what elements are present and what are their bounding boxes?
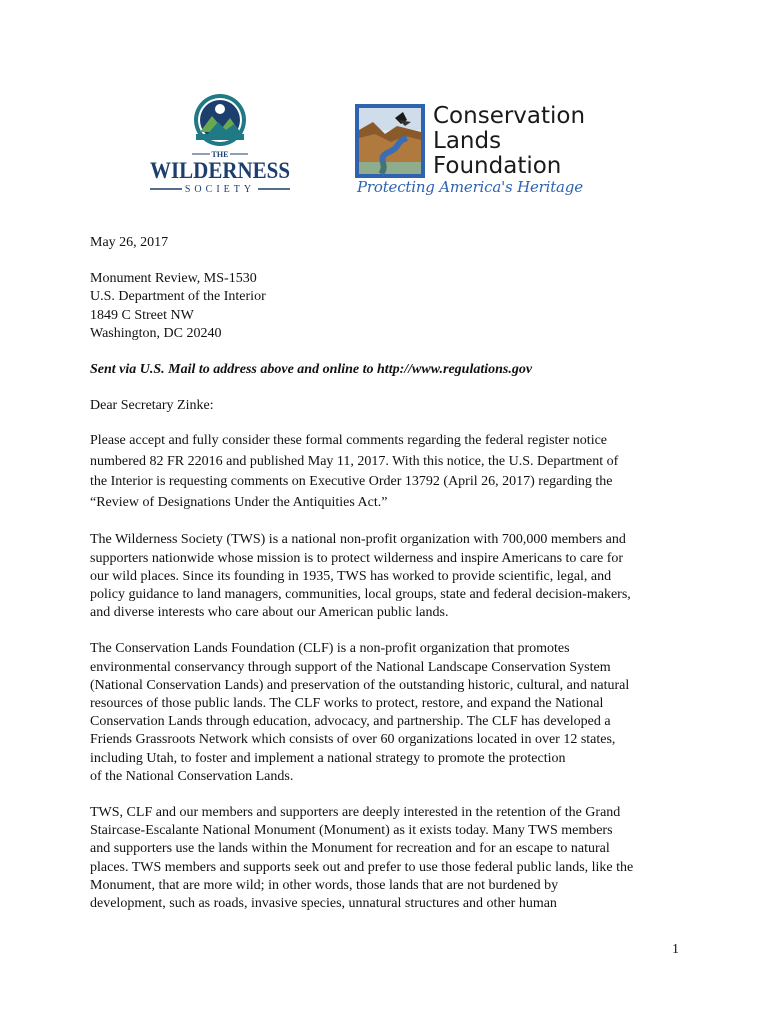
address-line: Monument Review, MS-1530 <box>90 271 257 287</box>
paragraph-line: The Wilderness Society (TWS) is a national non-profit organization with 700,000 members and <box>90 532 626 548</box>
conservation-lands-foundation-logo <box>355 104 595 204</box>
tws-line-society: SOCIETY <box>184 184 256 195</box>
paragraph-line: and diverse interests who care about our American public lands. <box>90 605 449 621</box>
paragraph-line: Conservation Lands through education, advocacy, and partnership. The CLF has developed a <box>90 714 611 730</box>
wilderness-society-logo <box>140 92 300 196</box>
paragraph-line: of the National Conservation Lands. <box>90 768 294 784</box>
paragraph-line: policy guidance to land managers, communities, local groups, state and federal decision-makers, <box>90 587 631 603</box>
clf-name-line-3: Foundation <box>433 153 562 179</box>
paragraph-1 <box>90 431 690 513</box>
paragraph-line: Staircase-Escalante National Monument (Monument) as it exists today. Many TWS members <box>90 823 613 839</box>
paragraph-line: (National Conservation Lands) and preservation of the outstanding historic, cultural, and natural <box>90 677 630 693</box>
paragraph-line: and supporters use the lands within the Monument for recreation and for an escape to natural <box>90 841 610 857</box>
paragraph-line: “Review of Designations Under the Antiquities Act.” <box>90 494 388 510</box>
clf-landscape-emblem-icon <box>355 104 425 178</box>
clf-name-line-2: Lands <box>433 128 502 154</box>
address-line: U.S. Department of the Interior <box>90 289 266 305</box>
paragraph-line: including Utah, to foster and implement a national strategy to promote the protection <box>90 750 566 766</box>
paragraph-line: resources of those public lands. The CLF works to protect, restore, and expand the National <box>90 696 604 712</box>
recipient-address <box>90 270 690 343</box>
delivery-note: Sent via U.S. Mail to address above and online to http://www.regulations.gov <box>90 362 533 378</box>
paragraph-line: development, such as roads, invasive species, unnatural structures and other human <box>90 896 557 912</box>
clf-tagline: Protecting America's Heritage <box>357 178 583 196</box>
salutation: Dear Secretary Zinke: <box>90 398 214 414</box>
paragraph-line: Friends Grassroots Network which consists of over 60 organizations located in over 12 states, <box>90 732 616 748</box>
paragraph-line: our wild places. Since its founding in 1935, TWS has worked to provide scientific, legal, and <box>90 568 612 584</box>
paragraph-line: Please accept and fully consider these formal comments regarding the federal register notice <box>90 433 608 449</box>
letter-body <box>90 234 690 913</box>
paragraph-line: TWS, CLF and our members and supporters are deeply interested in the retention of the Grand <box>90 805 621 821</box>
address-line: 1849 C Street NW <box>90 307 194 323</box>
paragraph-4 <box>90 804 690 913</box>
paragraph-3 <box>90 640 690 786</box>
clf-name-line-1: Conservation <box>433 103 586 129</box>
address-line: Washington, DC 20240 <box>90 325 222 341</box>
clf-wordmark <box>433 104 585 179</box>
tws-line-the: THE <box>211 150 229 159</box>
paragraph-line: the Interior is requesting comments on Executive Order 13792 (April 26, 2017) regarding the <box>90 474 613 490</box>
paragraph-2 <box>90 531 690 622</box>
letter-date: May 26, 2017 <box>90 235 169 250</box>
paragraph-line: environmental conservancy through support of the National Landscape Conservation System <box>90 659 611 675</box>
tws-line-wilderness: WILDERNESS <box>150 158 290 183</box>
paragraph-line: Monument, that are more wild; in other words, those lands that are not burdened by <box>90 877 559 893</box>
page-number: 1 <box>672 942 679 957</box>
wilderness-society-emblem-icon <box>140 92 300 196</box>
paragraph-line: The Conservation Lands Foundation (CLF) is a non-profit organization that promotes <box>90 641 570 657</box>
paragraph-line: places. TWS members and supports seek out and prefer to use those federal public lands, like the <box>90 859 634 875</box>
paragraph-line: supporters nationwide whose mission is to protect wilderness and inspire Americans to care for <box>90 550 624 566</box>
paragraph-line: numbered 82 FR 22016 and published May 11, 2017. With this notice, the U.S. Department of <box>90 453 619 469</box>
